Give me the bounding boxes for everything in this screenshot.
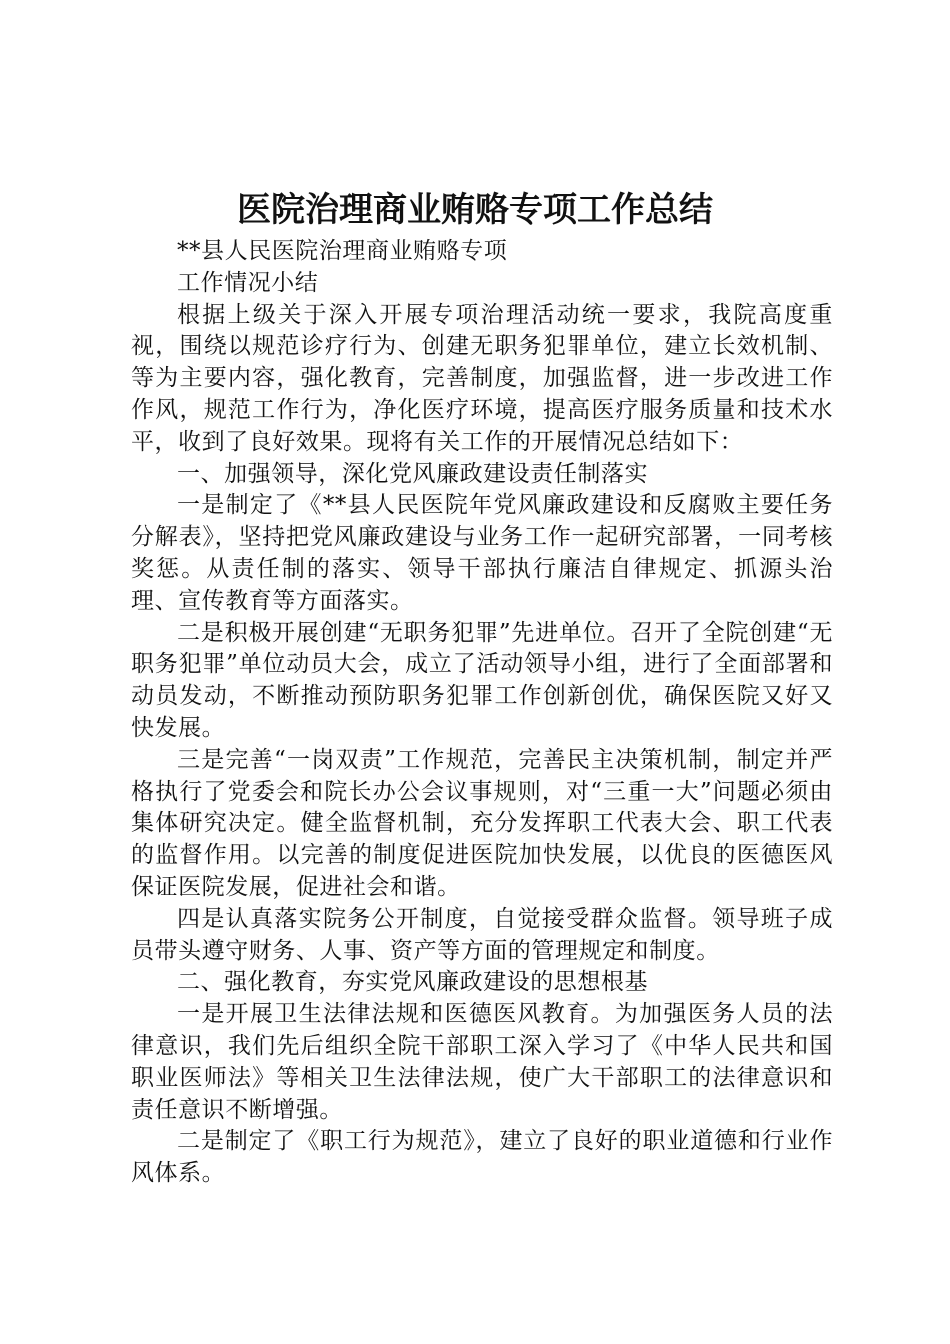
document-title: 医院治理商业贿赂专项工作总结 xyxy=(237,190,713,230)
paragraph-item: 二是积极开展创建“无职务犯罪”先进单位。召开了全院创建“无职务犯罪”单位动员大会，成立了活动领导小组，进行了全面部署和动员发动，不断推动预防职务犯罪工作创新创优，确保医院又好又快发展。 xyxy=(131,619,833,741)
paragraph-item: 一是制定了《**县人民医院年党风廉政建设和反腐败主要任务分解表》，坚持把党风廉政建设与业务工作一起研究部署，一同考核奖惩。从责任制的落实、领导干部执行廉洁自律规定、抓源头治理、宣传教育等方面落实。 xyxy=(131,492,833,614)
document-body xyxy=(131,236,833,1190)
paragraph-subtitle-2: 工作情况小结 xyxy=(177,269,319,296)
paragraph-item: 一是开展卫生法律法规和医德医风教育。为加强医务人员的法律意识，我们先后组织全院干部职工深入学习了《中华人民共和国职业医师法》等相关卫生法律法规，使广大干部职工的法律意识和责任意识不断增强。 xyxy=(131,1001,833,1123)
paragraph-item: 四是认真落实院务公开制度，自觉接受群众监督。领导班子成员带头遵守财务、人事、资产等方面的管理规定和制度。 xyxy=(131,905,833,964)
paragraph-subtitle-1: **县人民医院治理商业贿赂专项 xyxy=(177,238,508,264)
section-heading-2: 二、强化教育，夯实党风廉政建设的思想根基 xyxy=(177,969,648,996)
paragraph-intro: 根据上级关于深入开展专项治理活动统一要求，我院高度重视，围绕以规范诊疗行为、创建无职务犯罪单位，建立长效机制、等为主要内容，强化教育，完善制度，加强监督，进一步改进工作作风，规范工作行为，净化医疗环境，提高医疗服务质量和技术水平，收到了良好效果。现将有关工作的开展情况总结如下： xyxy=(131,301,833,455)
paragraph-item: 三是完善“一岗双责”工作规范，完善民主决策机制，制定并严格执行了党委会和院长办公会议事规则，对“三重一大”问题必须由集体研究决定。健全监督机制，充分发挥职工代表大会、职工代表的监督作用。以完善的制度促进医院加快发展，以优良的医德医风保证医院发展，促进社会和谐。 xyxy=(131,746,833,900)
section-heading-1: 一、加强领导，深化党风廉政建设责任制落实 xyxy=(177,460,648,487)
paragraph-item: 二是制定了《职工行为规范》，建立了良好的职业道德和行业作风体系。 xyxy=(131,1128,833,1187)
